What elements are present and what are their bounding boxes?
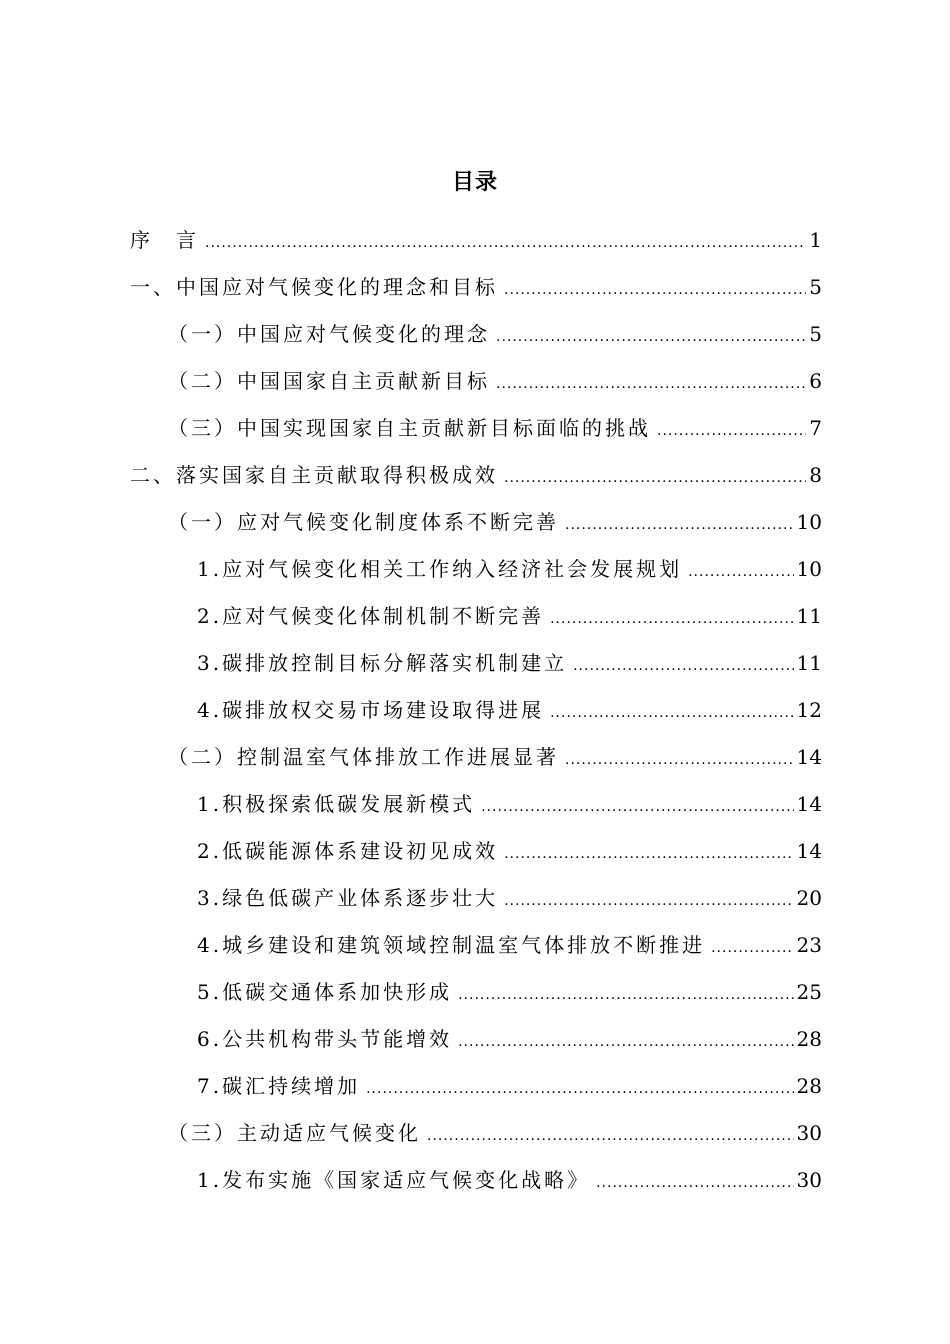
toc-entry-subsection[interactable] [0, 639, 950, 686]
toc-entry-label: 3.绿色低碳产业体系逐步壮大 [197, 885, 499, 910]
toc-entry-section[interactable] [0, 498, 950, 545]
toc-list [0, 216, 950, 1203]
toc-dot-leader [504, 840, 793, 868]
toc-entry-subsection[interactable] [0, 921, 950, 968]
toc-dot-leader [688, 558, 793, 586]
toc-page-number: 10 [796, 509, 822, 534]
toc-entry-label: 5.低碳交通体系加快形成 [197, 979, 453, 1004]
toc-entry-label: （三）中国实现国家自主贡献新目标面临的挑战 [168, 415, 651, 440]
toc-dot-leader [504, 887, 793, 915]
toc-entry-chapter-2[interactable] [0, 451, 950, 498]
toc-dot-leader [458, 981, 793, 1009]
toc-entry-label: 二、落实国家自主贡献取得积极成效 [130, 462, 498, 487]
toc-dot-leader [657, 417, 806, 445]
toc-page-number: 14 [796, 838, 822, 863]
toc-page-number: 6 [809, 368, 822, 393]
toc-page-number: 30 [796, 1167, 822, 1192]
toc-page-number: 5 [809, 274, 822, 299]
toc-page-number: 8 [809, 462, 822, 487]
toc-page-number: 11 [796, 650, 822, 675]
toc-entry-section[interactable] [0, 1109, 950, 1156]
toc-page-number: 25 [796, 979, 822, 1004]
toc-dot-leader [481, 793, 793, 821]
toc-entry-subsection[interactable] [0, 1156, 950, 1203]
toc-entry-label: 1.积极探索低碳发展新模式 [197, 791, 476, 816]
toc-dot-leader [504, 276, 806, 304]
toc-page-number: 12 [796, 697, 822, 722]
toc-entry-subsection[interactable] [0, 1062, 950, 1109]
toc-dot-leader [565, 746, 794, 774]
toc-entry-subsection[interactable] [0, 780, 950, 827]
toc-dot-leader [496, 370, 806, 398]
toc-dot-leader [366, 1075, 793, 1103]
toc-dot-leader [550, 699, 793, 727]
toc-title: 目录 [451, 170, 498, 195]
toc-page-number: 1 [809, 227, 822, 252]
toc-entry-preface[interactable] [0, 216, 950, 263]
toc-page-number: 10 [796, 556, 822, 581]
toc-dot-leader [458, 1028, 793, 1056]
toc-entry-subsection[interactable] [0, 592, 950, 639]
toc-entry-subsection[interactable] [0, 874, 950, 921]
toc-entry-label: 1.发布实施《国家适应气候变化战略》 [197, 1167, 591, 1192]
toc-dot-leader [596, 1169, 793, 1197]
toc-page-number: 30 [796, 1120, 822, 1145]
toc-entry-subsection[interactable] [0, 545, 950, 592]
toc-dot-leader [550, 605, 793, 633]
toc-page-number: 20 [796, 885, 822, 910]
toc-dot-leader [565, 511, 794, 539]
toc-entry-subsection[interactable] [0, 968, 950, 1015]
toc-dot-leader [504, 464, 806, 492]
toc-entry-label: 2.低碳能源体系建设初见成效 [197, 838, 499, 863]
toc-entry-label: 7.碳汇持续增加 [197, 1073, 361, 1098]
toc-entry-label: 4.碳排放权交易市场建设取得进展 [197, 697, 545, 722]
toc-entry-label: 一、中国应对气候变化的理念和目标 [130, 274, 498, 299]
toc-entry-label: 6.公共机构带头节能增效 [197, 1026, 453, 1051]
toc-dot-leader [205, 229, 806, 257]
toc-page-number: 7 [809, 415, 822, 440]
toc-entry-label: 3.碳排放控制目标分解落实机制建立 [197, 650, 568, 675]
toc-entry-label: 4.城乡建设和建筑领域控制温室气体排放不断推进 [197, 932, 706, 957]
toc-page-number: 5 [809, 321, 822, 346]
toc-entry-label: （三）主动适应气候变化 [168, 1120, 421, 1145]
toc-entry-section[interactable] [0, 404, 950, 451]
toc-page-number: 28 [796, 1073, 822, 1098]
toc-entry-section[interactable] [0, 310, 950, 357]
toc-page-number: 11 [796, 603, 822, 628]
toc-entry-label: 1.应对气候变化相关工作纳入经济社会发展规划 [197, 556, 683, 581]
toc-entry-section[interactable] [0, 733, 950, 780]
toc-entry-label: （一）应对气候变化制度体系不断完善 [168, 509, 559, 534]
toc-dot-leader [573, 652, 793, 680]
toc-page-number: 23 [796, 932, 822, 957]
toc-dot-leader [496, 323, 806, 351]
toc-dot-leader [711, 934, 793, 962]
toc-entry-label: 2.应对气候变化体制机制不断完善 [197, 603, 545, 628]
toc-entry-section[interactable] [0, 357, 950, 404]
toc-entry-subsection[interactable] [0, 1015, 950, 1062]
toc-entry-chapter-1[interactable] [0, 263, 950, 310]
toc-page-number: 14 [796, 791, 822, 816]
toc-page-number: 14 [796, 744, 822, 769]
toc-entry-label: （二）中国国家自主贡献新目标 [168, 368, 490, 393]
toc-entry-subsection[interactable] [0, 686, 950, 733]
toc-entry-label: 序 言 [130, 227, 199, 252]
toc-entry-label: （二）控制温室气体排放工作进展显著 [168, 744, 559, 769]
toc-entry-label: （一）中国应对气候变化的理念 [168, 321, 490, 346]
toc-page-number: 28 [796, 1026, 822, 1051]
toc-dot-leader [427, 1122, 794, 1150]
toc-entry-subsection[interactable] [0, 827, 950, 874]
